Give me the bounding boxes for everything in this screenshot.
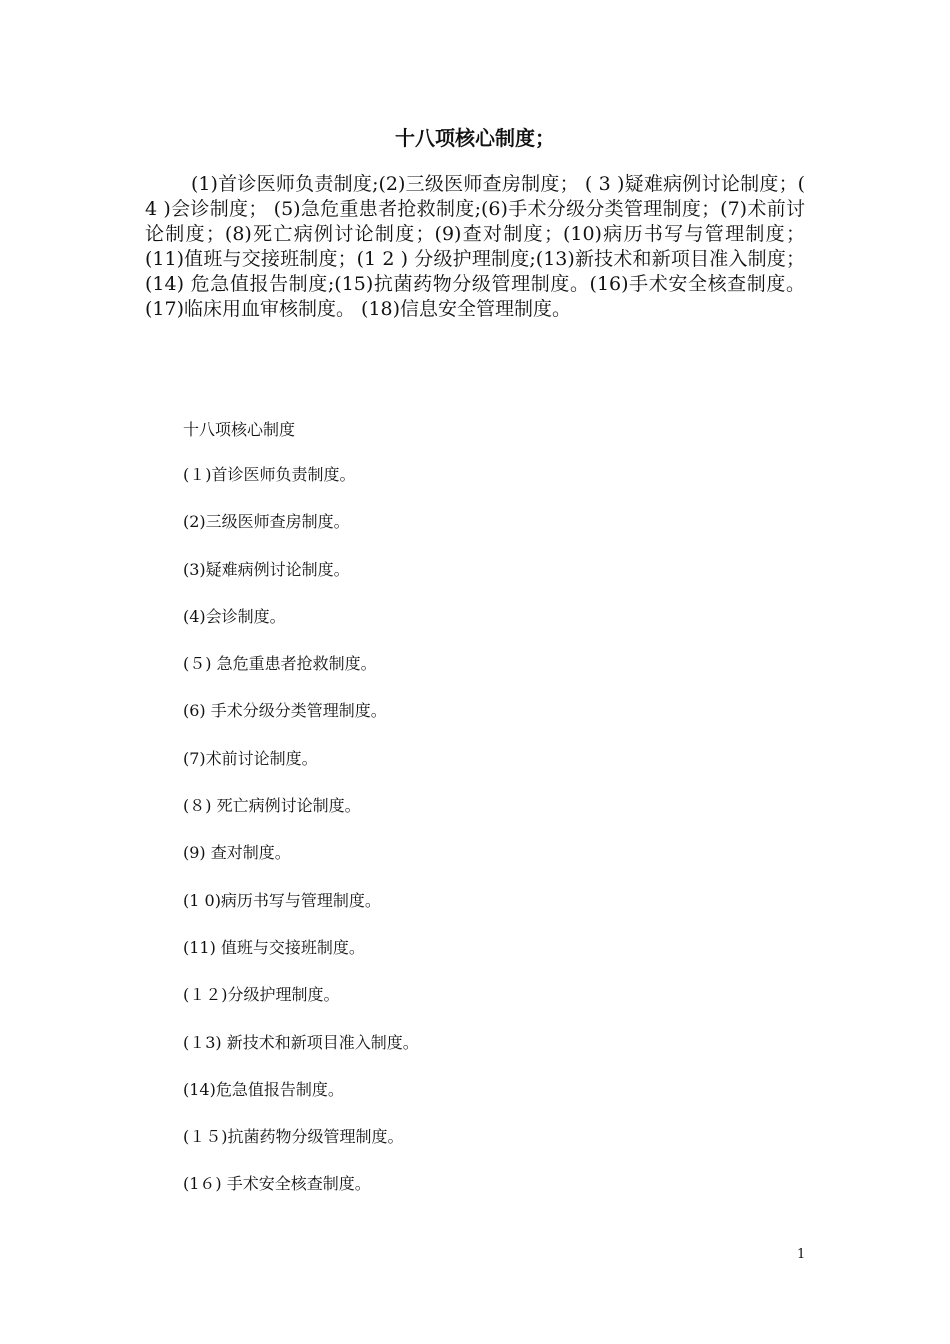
list-item: (14)危急值报告制度。 (183, 1079, 344, 1099)
list-item: (3)疑难病例讨论制度。 (183, 559, 350, 579)
list-item: (11) 值班与交接班制度。 (183, 937, 365, 957)
list-item: (１２)分级护理制度。 (183, 985, 340, 1005)
list-item: (9) 查对制度。 (183, 843, 291, 863)
list-item: (2)三级医师查房制度。 (183, 512, 350, 532)
list-title: 十八项核心制度 (183, 420, 296, 439)
list-item: (1６) 手术安全核查制度。 (183, 1174, 371, 1194)
list-item: (１3) 新技术和新项目准入制度。 (183, 1032, 419, 1052)
rule-list (183, 464, 419, 1221)
page-number: 1 (797, 1247, 806, 1262)
list-item: (５) 急危重患者抢救制度。 (183, 654, 377, 674)
list-item: (１)首诊医师负责制度。 (183, 465, 356, 484)
list-item: (6) 手术分级分类管理制度。 (183, 701, 387, 721)
list-item: (4)会诊制度。 (183, 606, 286, 626)
list-item: (7)术前讨论制度。 (183, 748, 318, 768)
list-item: (８) 死亡病例讨论制度。 (183, 796, 361, 816)
list-item: (１５)抗菌药物分级管理制度。 (183, 1127, 404, 1147)
list-item: (1 0)病历书写与管理制度。 (183, 890, 381, 910)
document-title: 十八项核心制度； (395, 126, 555, 150)
intro-paragraph: (1)首诊医师负责制度;(2)三级医师查房制度； ( 3 )疑难病例讨论制度；( 4 )会诊制度； (5)急危重患者抢救制度;(6)手术分级分类管理制度；(7)术前讨论制度；(8)死亡病例讨论制度；(9)查对制度；(10)病历书写与管理制度；(11)值班与交接班制度；(1 2 ) 分级护理制度;(13)新技术和新项目准入制度；(14) 危急值报告制度;(15)抗菌药物分级管理制度。(16)手术安全核查制度。(17)临床用血审核制度。 (18)信息安全管理制度。 (145, 173, 805, 320)
